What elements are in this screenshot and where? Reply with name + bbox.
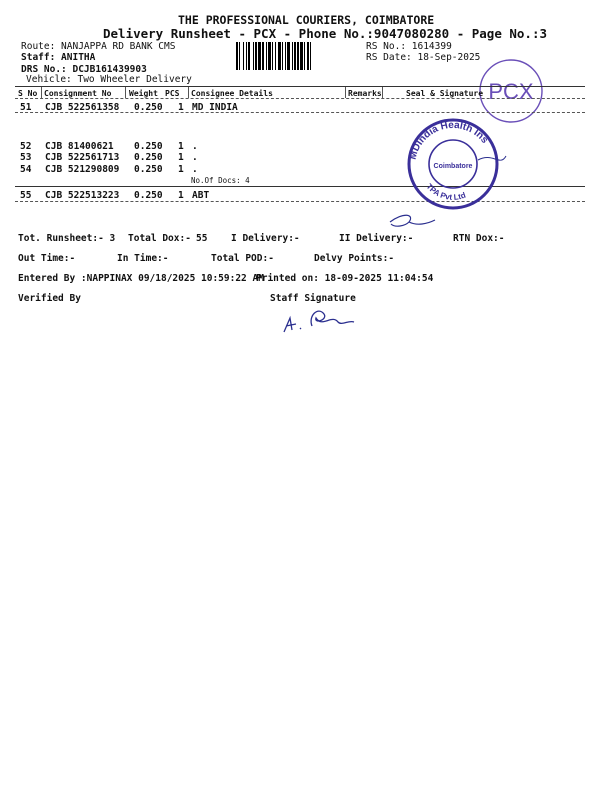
barcode-bar — [310, 42, 311, 70]
barcode-bar — [243, 42, 244, 70]
staff-signature — [278, 302, 358, 338]
route-text: Route: NANJAPPA RD BANK CMS — [21, 41, 176, 52]
header-consignment: Consignment No — [44, 89, 112, 98]
verified-by: Verified By — [18, 293, 81, 304]
barcode-bar — [304, 42, 305, 70]
barcode-bar — [300, 42, 303, 70]
entered-by: Entered By :NAPPINAX 09/18/2025 10:59:22 AM — [18, 273, 264, 284]
table-top-border — [15, 86, 585, 87]
row-55-pcs: 1 — [178, 190, 184, 201]
barcode-bar — [285, 42, 286, 70]
barcode-bar — [239, 42, 240, 70]
row-52-pcs: 1 — [178, 141, 184, 152]
row-54-docs-note: No.Of Docs: 4 — [191, 176, 250, 185]
in-time: In Time:- — [117, 253, 169, 264]
barcode-bar — [236, 42, 238, 70]
rs-number: RS No.: 1614399 — [366, 41, 452, 52]
seal-center-text: Coimbatore — [433, 163, 473, 170]
total-dox-label: Total Dox:- — [128, 233, 191, 244]
tot-runsheet: Tot. Runsheet:- 3 — [18, 233, 116, 244]
row-55-consignment: CJB 522513223 — [45, 190, 120, 201]
col-sep — [41, 87, 42, 98]
pcx-stamp-text: PCX — [488, 79, 534, 104]
rs-date: RS Date: 18-Sep-2025 — [366, 52, 481, 63]
barcode-bar — [287, 42, 290, 70]
barcode-bar — [248, 42, 250, 70]
row-53-weight: 0.250 — [134, 152, 163, 163]
row-54-consignment: CJB 521290809 — [45, 164, 120, 175]
barcode-bar — [258, 42, 261, 70]
row-51-consignment: CJB 522561358 — [45, 102, 120, 113]
staff-text: Staff: ANITHA — [21, 52, 96, 63]
out-time: Out Time:- — [18, 253, 76, 264]
row-55-weight: 0.250 — [134, 190, 163, 201]
barcode-bar — [278, 42, 281, 70]
row-54-consignee: . — [192, 164, 198, 175]
barcode-bar — [262, 42, 264, 70]
staff-signature-label: Staff Signature — [270, 293, 356, 304]
row-55-consignee: ABT — [192, 190, 210, 201]
row-55-sno: 55 — [20, 190, 32, 201]
barcode-bar — [246, 42, 247, 70]
col-sep — [125, 87, 126, 98]
company-seal — [398, 112, 508, 212]
barcode-bar — [266, 42, 267, 70]
printed-on: Printed on: 18-09-2025 11:04:54 — [256, 273, 434, 284]
barcode-bar — [307, 42, 309, 70]
barcode-bar — [297, 42, 299, 70]
company-name: THE PROFESSIONAL COURIERS, COIMBATORE — [178, 13, 435, 27]
i-delivery: I Delivery:- — [231, 233, 300, 244]
barcode-bar — [292, 42, 293, 70]
ii-delivery: II Delivery:- — [339, 233, 414, 244]
barcode-bar — [275, 42, 276, 70]
row-53-sno: 53 — [20, 152, 32, 163]
row-54-sno: 54 — [20, 164, 32, 175]
row-54-pcs: 1 — [178, 164, 184, 175]
header-weight: Weight — [129, 89, 158, 98]
row-53-consignee: . — [192, 152, 198, 163]
row-52-consignment: CJB 81400621 — [45, 141, 114, 152]
seal-top-text: MDIndia Health Ins — [407, 119, 491, 161]
rtn-dox: RTN Dox:- — [453, 233, 505, 244]
svg-text:TPA Pvt Ltd — [424, 182, 467, 202]
vehicle-text: Vehicle: Two Wheeler Delivery — [26, 74, 192, 85]
row-51-consignee: MD INDIA — [192, 102, 238, 113]
barcode-bar — [282, 42, 283, 70]
total-dox-value: 55 — [196, 233, 208, 244]
col-sep — [188, 87, 189, 98]
col-sep — [345, 87, 346, 98]
header-pcs: PCS — [165, 89, 180, 98]
delvy-points: Delvy Points:- — [314, 253, 395, 264]
barcode-bar — [268, 42, 271, 70]
row-51-pcs: 1 — [178, 102, 184, 113]
row-51-weight: 0.250 — [134, 102, 163, 113]
row-51-sno: 51 — [20, 102, 32, 113]
barcode — [236, 42, 362, 70]
barcode-bar — [272, 42, 273, 70]
table-header-divider — [15, 98, 585, 99]
row-52-consignee: . — [192, 141, 198, 152]
drs-number: DRS No.: DCJB161439903 — [21, 64, 147, 75]
row-53-consignment: CJB 522561713 — [45, 152, 120, 163]
row-52-weight: 0.250 — [134, 141, 163, 152]
col-sep — [382, 87, 383, 98]
barcode-bar — [253, 42, 254, 70]
header-consignee: Consignee Details — [191, 89, 273, 98]
row-52-sno: 52 — [20, 141, 32, 152]
total-pod: Total POD:- — [211, 253, 274, 264]
row-53-pcs: 1 — [178, 152, 184, 163]
header-remarks: Remarks — [348, 89, 382, 98]
seal-bottom-text: TPA Pvt Ltd — [424, 181, 467, 202]
page-title: Delivery Runsheet - PCX - Phone No.:9047080280 - Page No.:3 — [103, 26, 548, 41]
row-54-weight: 0.250 — [134, 164, 163, 175]
header-sno: S No — [18, 89, 38, 98]
barcode-bar — [255, 42, 257, 70]
header-seal: Seal & Signature — [406, 89, 484, 98]
barcode-bar — [294, 42, 296, 70]
